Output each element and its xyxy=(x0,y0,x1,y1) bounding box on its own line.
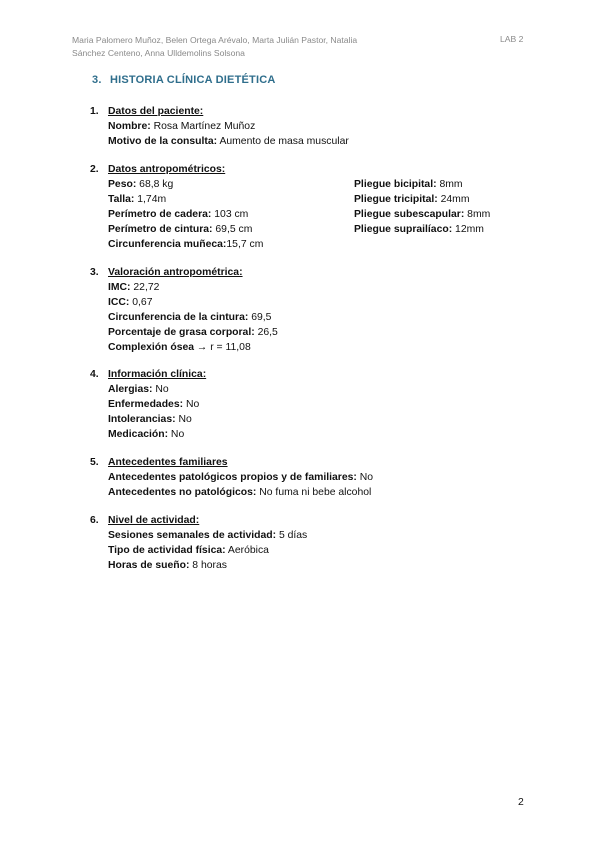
field-row: Antecedentes patológicos propios y de familiares: No xyxy=(108,472,374,483)
item-number: 2. xyxy=(90,164,99,175)
field-row: Porcentaje de grasa corporal: 26,5 xyxy=(108,327,278,338)
field-row: Circunferencia de la cintura: 69,5 xyxy=(108,312,272,323)
header-authors: Maria Palomero Muñoz, Belen Ortega Arévalo, Marta Julián Pastor, Natalia Sánchez Centeno, Anna Ulldemolins Solsona xyxy=(72,35,358,58)
item-antecedentes-familiares xyxy=(90,455,550,500)
field-row: Enfermedades: No xyxy=(108,399,200,410)
item-number: 5. xyxy=(90,457,99,468)
section-title-text: HISTORIA CLÍNICA DIETÉTICA xyxy=(110,74,276,86)
item-valoracion-antropometrica xyxy=(90,265,550,355)
item-heading: Nivel de actividad: xyxy=(108,515,200,526)
field-row: Motivo de la consulta: Aumento de masa muscular xyxy=(108,136,349,147)
field-row: Perímetro de cadera: 103 cm xyxy=(108,209,249,220)
field-row: Medicación: No xyxy=(108,429,185,440)
item-number: 3. xyxy=(90,267,99,278)
field-row: Complexión ósea → r = 11,08 xyxy=(108,342,251,353)
field-row: ICC: 0,67 xyxy=(108,297,153,308)
field-row: Circunferencia muñeca:15,7 cm xyxy=(108,239,264,250)
item-heading: Antecedentes familiares xyxy=(108,457,228,468)
item-datos-paciente xyxy=(90,104,550,149)
field-row: Antecedentes no patológicos: No fuma ni bebe alcohol xyxy=(108,487,372,498)
field-row: Pliegue bicipital: 8mm xyxy=(354,179,463,190)
field-row: Intolerancias: No xyxy=(108,414,192,425)
item-number: 1. xyxy=(90,106,99,117)
field-row: Tipo de actividad física: Aeróbica xyxy=(108,545,269,556)
item-informacion-clinica xyxy=(90,367,550,442)
item-heading: Información clínica: xyxy=(108,369,207,380)
item-number: 6. xyxy=(90,515,99,526)
item-datos-antropometricos xyxy=(90,162,550,252)
field-row: Alergias: No xyxy=(108,384,169,395)
item-nivel-actividad xyxy=(90,513,550,573)
section-title xyxy=(92,74,276,86)
section-number: 3. xyxy=(92,74,102,86)
field-row: Pliegue suprailíaco: 12mm xyxy=(354,224,484,235)
field-row: Nombre: Rosa Martínez Muñoz xyxy=(108,121,256,132)
field-row: Pliegue tricipital: 24mm xyxy=(354,194,470,205)
field-row: IMC: 22,72 xyxy=(108,282,160,293)
field-row: Talla: 1,74m xyxy=(108,194,167,205)
field-row: Sesiones semanales de actividad: 5 días xyxy=(108,530,308,541)
item-heading: Valoración antropométrica: xyxy=(108,267,243,278)
item-heading: Datos del paciente: xyxy=(108,106,204,117)
field-row: Pliegue subescapular: 8mm xyxy=(354,209,491,220)
header-lab: LAB 2 xyxy=(500,34,524,44)
field-row: Peso: 68,8 kg xyxy=(108,179,174,190)
right-column xyxy=(354,177,490,237)
page-number: 2 xyxy=(518,797,524,808)
item-number: 4. xyxy=(90,369,99,380)
item-heading: Datos antropométricos: xyxy=(108,164,226,175)
field-row: Perímetro de cintura: 69,5 cm xyxy=(108,224,253,235)
field-row: Horas de sueño: 8 horas xyxy=(108,560,227,571)
